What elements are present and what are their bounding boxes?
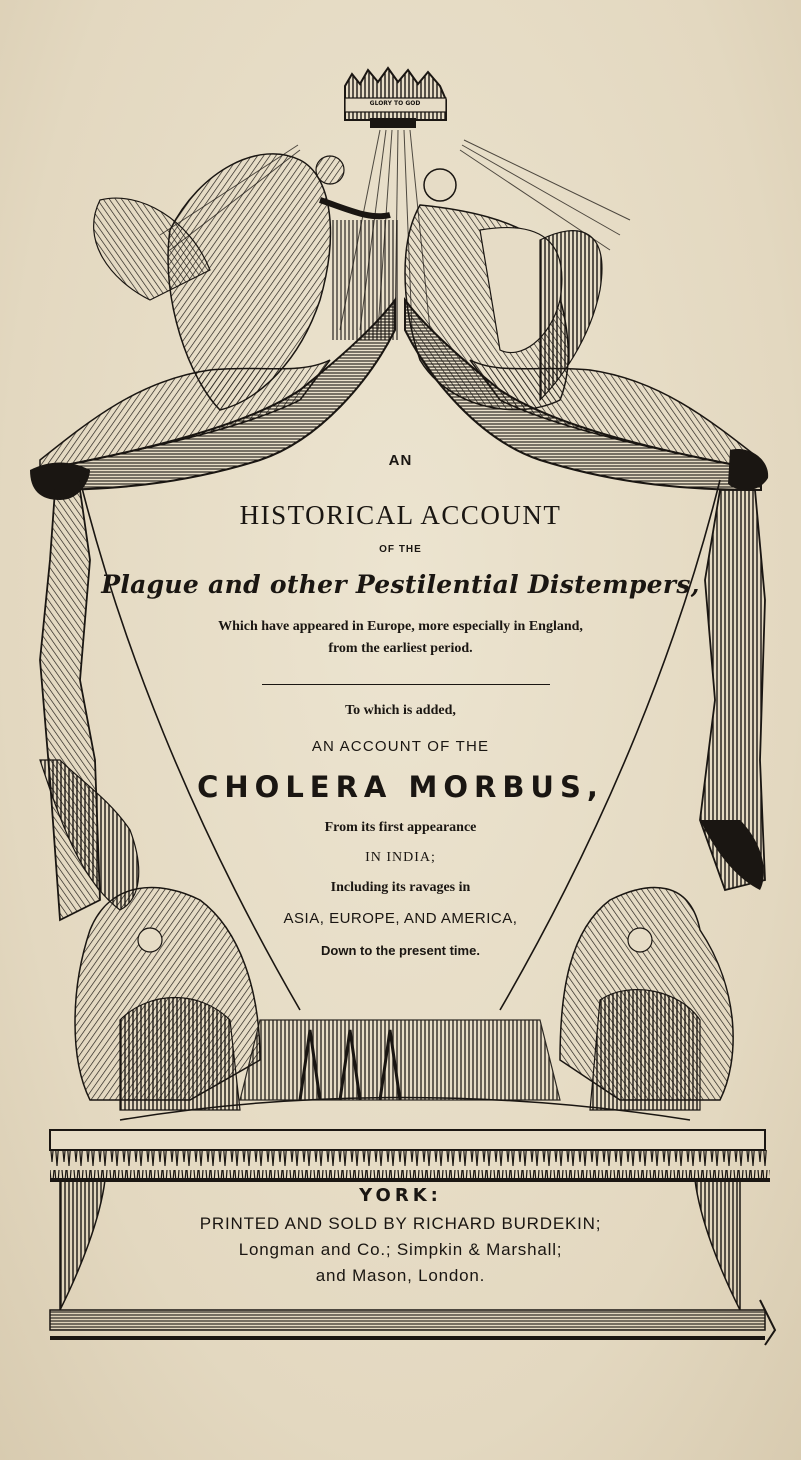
including-ravages: Including its ravages in — [330, 880, 471, 895]
which-line-2: from the earliest period. — [328, 641, 473, 656]
imprint-mason: and Mason, London. — [315, 1266, 486, 1285]
heading-historical-account: HISTORICAL ACCOUNT — [239, 500, 562, 530]
cholera-morbus-heading: CHOLERA MORBUS, — [197, 770, 604, 804]
heading-an: AN — [388, 452, 413, 469]
an-account-of-the: AN ACCOUNT OF THE — [311, 738, 490, 755]
which-line-1: Which have appeared in Europe, more especially in England, — [218, 619, 583, 634]
imprint-city: YORK: — [359, 1185, 442, 1206]
panel-bottom-spikes — [240, 1020, 560, 1100]
in-india: IN INDIA; — [365, 850, 436, 865]
divider-rule — [262, 684, 550, 685]
crown-motto: GLORY TO GOD — [369, 100, 421, 107]
crown-ornament — [345, 68, 446, 128]
imprint-longman: Longman and Co.; Simpkin & Marshall; — [238, 1240, 563, 1259]
heading-of-the: OF THE — [379, 544, 422, 555]
from-first-appearance: From its first appearance — [324, 820, 477, 835]
continents-line: ASIA, EUROPE, AND AMERICA, — [283, 910, 518, 927]
imprint-printer: PRINTED AND SOLD BY RICHARD BURDEKIN; — [199, 1214, 602, 1233]
down-to-present: Down to the present time. — [321, 943, 480, 958]
subject-plague-line: Plague and other Pestilential Distempers, — [101, 570, 700, 599]
to-which-added: To which is added, — [345, 703, 456, 718]
